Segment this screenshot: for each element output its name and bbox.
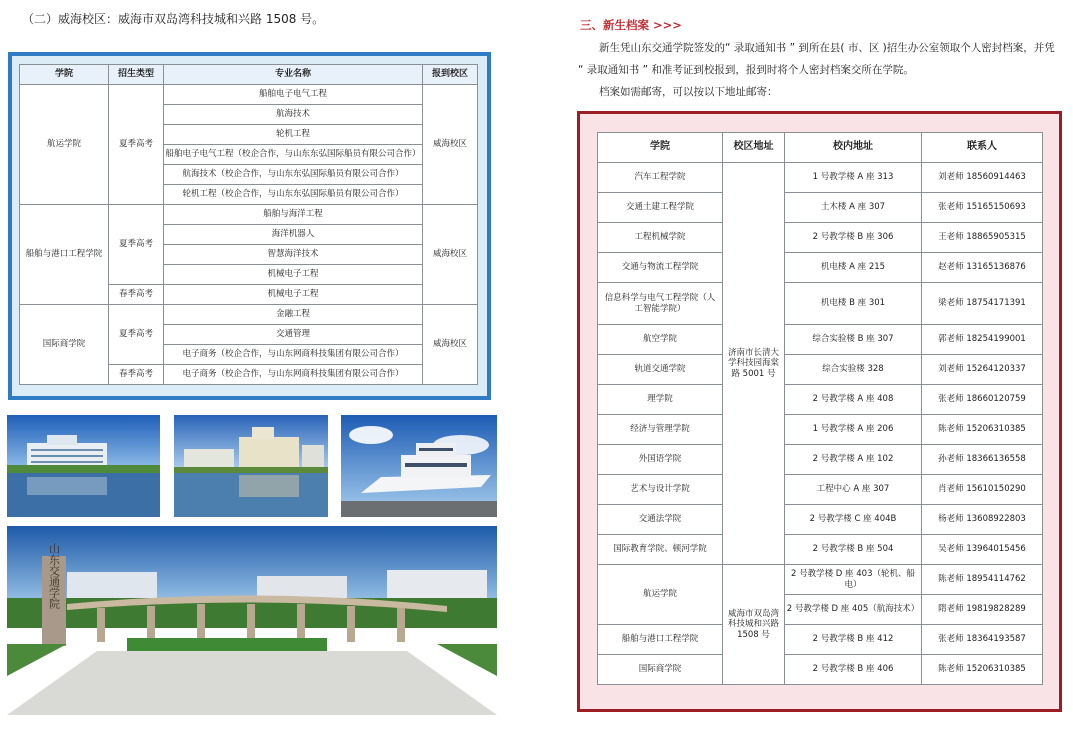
table-row — [598, 325, 1043, 355]
cell-address: 2 号教学楼 B 座 406 — [785, 655, 922, 685]
paragraph-line-1: 新生凭山东交通学院签发的“ 录取通知书 ” 到所在县( 市、区 )招生办公室领取个人密封档案，并凭 — [599, 42, 1055, 54]
cell-contact: 杨老师 13608922803 — [922, 505, 1043, 535]
cell-college: 信息科学与电气工程学院（人工智能学院） — [598, 283, 723, 325]
cell-address: 2 号教学楼 A 座 408 — [785, 385, 922, 415]
paragraph-line-3: 档案如需邮寄，可以按以下地址邮寄： — [599, 86, 778, 98]
table-row — [598, 163, 1043, 193]
cell-contact: 陈老师 15206310385 — [922, 415, 1043, 445]
cell-type: 夏季高考 — [109, 305, 164, 365]
cell-type: 夏季高考 — [109, 205, 164, 285]
cell-address: 2 号教学楼 B 座 306 — [785, 223, 922, 253]
right-section-heading: 三、新生档案 >>> — [580, 18, 682, 32]
table-row — [598, 535, 1043, 565]
cell-college: 国际商学院 — [598, 655, 723, 685]
table-row — [598, 565, 1043, 595]
cell-major: 金融工程 — [164, 305, 423, 325]
cell-campus: 威海校区 — [423, 205, 478, 305]
cell-college: 船舶与港口工程学院 — [20, 205, 109, 305]
cell-major: 船舶与海洋工程 — [164, 205, 423, 225]
cell-contact: 陈老师 15206310385 — [922, 655, 1043, 685]
cell-college: 外国语学院 — [598, 445, 723, 475]
cell-address: 2 号教学楼 B 座 412 — [785, 625, 922, 655]
table-row — [598, 445, 1043, 475]
cell-major: 电子商务（校企合作，与山东网商科技集团有限公司合作） — [164, 365, 423, 385]
table-row — [598, 475, 1043, 505]
left-section-heading: （二）威海校区：威海市双岛湾科技城和兴路 1508 号。 — [22, 12, 325, 26]
cell-address: 2 号教学楼 C 座 404B — [785, 505, 922, 535]
cell-type: 春季高考 — [109, 365, 164, 385]
cell-campus: 威海校区 — [423, 85, 478, 205]
cell-address: 1 号教学楼 A 座 206 — [785, 415, 922, 445]
header-contact: 联系人 — [922, 133, 1043, 163]
cell-college: 船舶与港口工程学院 — [598, 625, 723, 655]
cell-address: 2 号教学楼 B 座 504 — [785, 535, 922, 565]
cell-college: 轨道交通学院 — [598, 355, 723, 385]
table-row — [598, 625, 1043, 655]
cell-college: 经济与管理学院 — [598, 415, 723, 445]
cell-contact: 赵老师 13165136876 — [922, 253, 1043, 283]
header-college: 学院 — [20, 65, 109, 85]
cell-college: 理学院 — [598, 385, 723, 415]
cell-address: 综合实验楼 328 — [785, 355, 922, 385]
cell-college: 国际教育学院、顿河学院 — [598, 535, 723, 565]
cell-address: 土木楼 A 座 307 — [785, 193, 922, 223]
cell-major: 海洋机器人 — [164, 225, 423, 245]
cell-major: 机械电子工程 — [164, 265, 423, 285]
cell-campus-jinan: 济南市长清大学科技园海棠路 5001 号 — [723, 163, 785, 565]
cell-college: 航运学院 — [598, 565, 723, 625]
archive-address-table — [597, 132, 1043, 685]
cell-major: 船舶电子电气工程 — [164, 85, 423, 105]
header-campus: 报到校区 — [423, 65, 478, 85]
cell-address: 2 号教学楼 A 座 102 — [785, 445, 922, 475]
cell-major: 交通管理 — [164, 325, 423, 345]
header-campus-address: 校区地址 — [723, 133, 785, 163]
cell-college: 交通法学院 — [598, 505, 723, 535]
table-row — [598, 193, 1043, 223]
cell-contact: 张老师 15165150693 — [922, 193, 1043, 223]
cell-major: 轮机工程（校企合作，与山东东弘国际船员有限公司合作） — [164, 185, 423, 205]
table-row — [598, 385, 1043, 415]
cell-address: 1 号教学楼 A 座 313 — [785, 163, 922, 193]
cell-contact: 吴老师 13964015456 — [922, 535, 1043, 565]
cell-contact: 肖老师 15610150290 — [922, 475, 1043, 505]
cell-college: 航运学院 — [20, 85, 109, 205]
campus-photo-ship-building — [341, 415, 497, 517]
cell-contact: 梁老师 18754171391 — [922, 283, 1043, 325]
cell-major: 机械电子工程 — [164, 285, 423, 305]
cell-major: 航海技术（校企合作，与山东东弘国际船员有限公司合作） — [164, 165, 423, 185]
cell-contact: 张老师 18660120759 — [922, 385, 1043, 415]
table-row — [20, 85, 478, 105]
cell-college: 交通土建工程学院 — [598, 193, 723, 223]
table-row — [598, 415, 1043, 445]
cell-contact: 王老师 18865905315 — [922, 223, 1043, 253]
cell-campus-weihai: 威海市双岛湾科技城和兴路 1508 号 — [723, 565, 785, 685]
cell-type: 春季高考 — [109, 285, 164, 305]
cell-contact: 隋老师 19819828289 — [922, 595, 1043, 625]
table-row — [598, 355, 1043, 385]
cell-address: 机电楼 A 座 215 — [785, 253, 922, 283]
cell-college: 艺术与设计学院 — [598, 475, 723, 505]
table-row — [598, 655, 1043, 685]
cell-major: 智慧海洋技术 — [164, 245, 423, 265]
cell-address: 2 号教学楼 D 座 403（轮机、船电） — [785, 565, 922, 595]
campus-photo-main-gate — [7, 526, 497, 715]
cell-college: 工程机械学院 — [598, 223, 723, 253]
table-row — [598, 223, 1043, 253]
table-row — [598, 253, 1043, 283]
header-office-address: 校内地址 — [785, 133, 922, 163]
header-type: 招生类型 — [109, 65, 164, 85]
weihai-majors-table — [19, 64, 478, 385]
table-row — [20, 205, 478, 225]
cell-campus: 威海校区 — [423, 305, 478, 385]
cell-type: 夏季高考 — [109, 85, 164, 205]
cell-address: 2 号教学楼 D 座 405（航海技术） — [785, 595, 922, 625]
campus-photo-lake-building — [7, 415, 160, 517]
cell-contact: 陈老师 18954114762 — [922, 565, 1043, 595]
paragraph-line-2: “ 录取通知书 ” 和准考证到校报到，报到时将个人密封档案交所在学院。 — [578, 64, 914, 76]
cell-contact: 郭老师 18254199001 — [922, 325, 1043, 355]
header-major: 专业名称 — [164, 65, 423, 85]
cell-major: 轮机工程 — [164, 125, 423, 145]
table-row — [598, 283, 1043, 325]
table-header-row — [598, 133, 1043, 163]
cell-major: 电子商务（校企合作，与山东网商科技集团有限公司合作） — [164, 345, 423, 365]
cell-contact: 刘老师 18560914463 — [922, 163, 1043, 193]
table-row — [598, 505, 1043, 535]
cell-college: 汽车工程学院 — [598, 163, 723, 193]
cell-college: 航空学院 — [598, 325, 723, 355]
cell-major: 航海技术 — [164, 105, 423, 125]
cell-contact: 刘老师 15264120337 — [922, 355, 1043, 385]
gate-sign-text: 山东交通学院 — [47, 543, 61, 609]
table-header-row — [20, 65, 478, 85]
cell-address: 工程中心 A 座 307 — [785, 475, 922, 505]
cell-contact: 孙老师 18366136558 — [922, 445, 1043, 475]
cell-college: 国际商学院 — [20, 305, 109, 385]
header-college: 学院 — [598, 133, 723, 163]
cell-address: 综合实验楼 B 座 307 — [785, 325, 922, 355]
cell-college: 交通与物流工程学院 — [598, 253, 723, 283]
table-row — [20, 305, 478, 325]
campus-photo-building-reflection — [174, 415, 328, 517]
cell-contact: 张老师 18364193587 — [922, 625, 1043, 655]
cell-address: 机电楼 B 座 301 — [785, 283, 922, 325]
cell-major: 船舶电子电气工程（校企合作，与山东东弘国际船员有限公司合作） — [164, 145, 423, 165]
